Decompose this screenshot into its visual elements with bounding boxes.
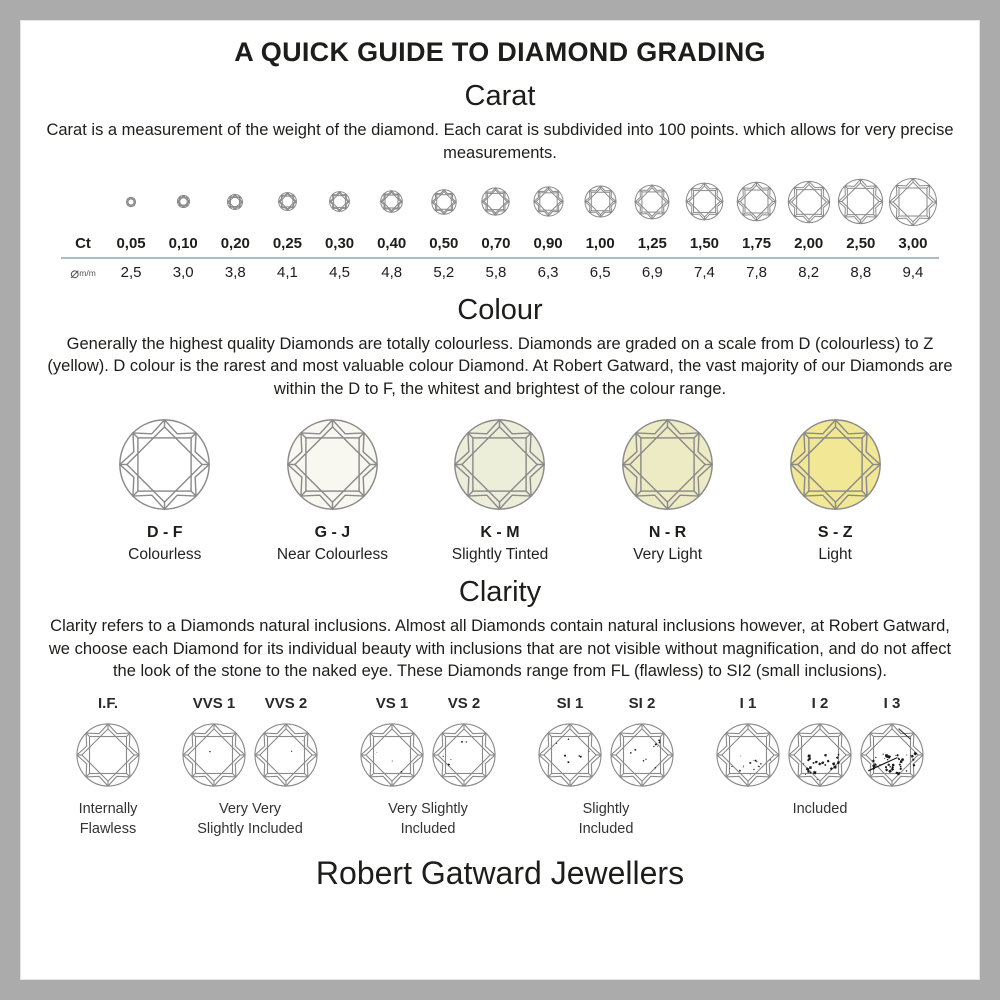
carat-ct-value: 0,20 bbox=[220, 234, 250, 252]
colour-grade-row bbox=[81, 417, 919, 564]
clarity-group-description-line: Slightly Included bbox=[197, 820, 303, 837]
clarity-section bbox=[21, 576, 979, 839]
clarity-diamond-graphic bbox=[537, 722, 603, 788]
clarity-group bbox=[713, 695, 927, 839]
colour-grade-label: Near Colourless bbox=[276, 545, 388, 563]
clarity-group-description-line: Flawless bbox=[79, 820, 137, 837]
clarity-stones bbox=[179, 695, 321, 788]
colour-section bbox=[21, 294, 979, 564]
colour-diamond-graphic bbox=[620, 417, 715, 512]
clarity-grade-label: SI 2 bbox=[628, 695, 656, 713]
carat-mm-value: 4,1 bbox=[277, 264, 298, 282]
carat-diamond-graphic bbox=[533, 186, 564, 217]
colour-diamond-graphic bbox=[285, 417, 380, 512]
clarity-group-description bbox=[79, 800, 138, 839]
clarity-group-description bbox=[579, 800, 634, 839]
clarity-grade-item bbox=[357, 695, 427, 788]
brand-footer: Robert Gatward Jewellers bbox=[315, 855, 685, 892]
carat-diamond bbox=[470, 175, 522, 229]
carat-ct-row bbox=[61, 229, 939, 259]
clarity-group-description-line: Very Slightly bbox=[388, 801, 468, 818]
carat-ct-value: 0,90 bbox=[533, 234, 563, 252]
carat-diamond-graphic bbox=[278, 192, 297, 211]
carat-row-spacer bbox=[61, 175, 105, 229]
clarity-group-description bbox=[388, 800, 468, 839]
colour-grade-item bbox=[751, 417, 919, 564]
carat-diamond-graphic bbox=[787, 180, 831, 224]
colour-grade-item bbox=[249, 417, 417, 564]
clarity-diamond-graphic bbox=[431, 722, 497, 788]
carat-diamond bbox=[887, 175, 939, 229]
carat-ct-value: 0,10 bbox=[168, 234, 198, 252]
clarity-grade-item bbox=[785, 695, 855, 788]
carat-diamond-graphic bbox=[584, 185, 617, 218]
clarity-grade-item bbox=[607, 695, 677, 788]
page bbox=[20, 20, 980, 980]
carat-ct-value: 2,50 bbox=[846, 234, 876, 252]
carat-diamond-row bbox=[61, 175, 939, 229]
clarity-grade-label: VVS 2 bbox=[264, 695, 308, 713]
carat-diamond bbox=[574, 175, 626, 229]
carat-mm-value: 2,5 bbox=[120, 264, 142, 282]
clarity-grade-label: I.F. bbox=[97, 695, 118, 713]
clarity-diamond-graphic bbox=[253, 722, 319, 788]
carat-diamond-graphic bbox=[736, 181, 777, 222]
colour-grade-range: G - J bbox=[314, 523, 351, 541]
carat-diamond bbox=[105, 175, 157, 229]
clarity-grade-item bbox=[713, 695, 783, 788]
clarity-grade-item bbox=[429, 695, 499, 788]
colour-grade-range: K - M bbox=[480, 523, 520, 541]
carat-diameter-label bbox=[61, 264, 105, 282]
carat-mm-value: 6,9 bbox=[641, 264, 663, 282]
colour-grade-label: Slightly Tinted bbox=[451, 545, 549, 563]
carat-ct-value: 1,50 bbox=[689, 234, 720, 252]
carat-diamond bbox=[626, 175, 678, 229]
clarity-group-description-line: Very Very bbox=[218, 801, 282, 818]
carat-mm-value: 6,5 bbox=[589, 264, 611, 282]
clarity-grade-label: I 3 bbox=[883, 695, 901, 713]
clarity-grade-item bbox=[857, 695, 927, 788]
clarity-grade-item bbox=[179, 695, 249, 788]
carat-mm-value: 3,8 bbox=[224, 264, 246, 282]
carat-mm-row bbox=[61, 259, 939, 282]
carat-scale-table bbox=[61, 175, 939, 282]
colour-grade-range: N - R bbox=[648, 523, 687, 541]
carat-mm-value: 9,4 bbox=[902, 264, 924, 282]
carat-mm-value: 7,4 bbox=[694, 264, 715, 282]
carat-mm-value: 5,2 bbox=[433, 264, 455, 282]
carat-ct-value: 0,40 bbox=[377, 234, 407, 252]
clarity-group bbox=[179, 695, 321, 839]
carat-diamond bbox=[731, 175, 783, 229]
clarity-group bbox=[357, 695, 499, 839]
carat-ct-value: 1,00 bbox=[585, 234, 615, 252]
carat-mm-value: 3,0 bbox=[172, 264, 194, 282]
carat-diamond bbox=[366, 175, 418, 229]
carat-ct-value: 2,00 bbox=[794, 234, 824, 252]
carat-diamond bbox=[261, 175, 313, 229]
clarity-diamond-graphic bbox=[715, 722, 781, 788]
colour-grade-label: Very Light bbox=[633, 545, 703, 563]
carat-ct-label: Ct bbox=[75, 234, 91, 252]
carat-ct-value: 1,25 bbox=[637, 234, 667, 252]
clarity-diamond-graphic bbox=[181, 722, 247, 788]
carat-ct-value: 0,05 bbox=[116, 234, 146, 252]
colour-grade-label: Colourless bbox=[128, 545, 202, 563]
clarity-stones bbox=[357, 695, 499, 788]
carat-mm-value: 8,2 bbox=[798, 264, 820, 282]
clarity-diamond-graphic bbox=[75, 722, 141, 788]
clarity-heading: Clarity bbox=[458, 575, 542, 608]
clarity-grade-label: I 2 bbox=[811, 695, 829, 713]
carat-description: Carat is a measurement of the weight of the diamond. Each carat is subdivided into 100 points. which allows for very precise measurements. bbox=[46, 121, 954, 162]
colour-grade-range: S - Z bbox=[817, 523, 853, 541]
carat-ct-value: 0,25 bbox=[272, 234, 303, 252]
clarity-diamond-graphic bbox=[359, 722, 425, 788]
carat-diamond bbox=[418, 175, 470, 229]
carat-diamond-graphic bbox=[481, 187, 510, 216]
carat-ct-value: 0,70 bbox=[481, 234, 511, 252]
carat-diamond-graphic bbox=[177, 195, 190, 208]
clarity-group-description-line: Included bbox=[400, 820, 456, 837]
clarity-group-description-line: Included bbox=[792, 801, 848, 818]
carat-diamond bbox=[678, 175, 730, 229]
carat-diamond bbox=[314, 175, 366, 229]
clarity-diamond-graphic bbox=[609, 722, 675, 788]
carat-diamond-graphic bbox=[888, 177, 938, 227]
diameter-symbol-icon: ⌀ bbox=[70, 264, 80, 282]
colour-grade-range: D - F bbox=[147, 523, 183, 541]
clarity-group-description-line: Internally bbox=[78, 801, 138, 818]
carat-diamond-graphic bbox=[431, 189, 457, 215]
carat-mm-value: 4,8 bbox=[381, 264, 403, 282]
carat-diamond-graphic bbox=[380, 190, 403, 213]
clarity-stones bbox=[73, 695, 143, 788]
clarity-group-description bbox=[793, 800, 848, 820]
colour-grade-item bbox=[584, 417, 752, 564]
colour-diamond-graphic bbox=[788, 417, 883, 512]
carat-mm-value: 7,8 bbox=[746, 264, 767, 282]
clarity-grade-label: VVS 1 bbox=[192, 695, 236, 713]
carat-diamond-graphic bbox=[837, 178, 884, 225]
clarity-group-description bbox=[197, 800, 303, 839]
carat-mm-value: 4,5 bbox=[329, 264, 350, 282]
clarity-group bbox=[535, 695, 677, 839]
carat-diamond-graphic bbox=[126, 197, 136, 207]
clarity-diamond-graphic bbox=[787, 722, 853, 788]
diameter-unit: m/m bbox=[79, 267, 96, 278]
clarity-group bbox=[73, 695, 143, 839]
clarity-diamond-graphic bbox=[859, 722, 925, 788]
carat-mm-value: 6,3 bbox=[537, 264, 559, 282]
clarity-grade-item bbox=[251, 695, 321, 788]
carat-heading: Carat bbox=[464, 80, 536, 112]
carat-diamond bbox=[209, 175, 261, 229]
clarity-description: Clarity refers to a Diamonds natural inclusions. Almost all Diamonds contain natural inclusions however, at Robert Gatward, we choose each Diamond for its individual beauty with inclusions that are not visible without magnification, and do not affect the look of the stone to the naked eye. These Diamonds range from FL (flawless) to SI2 (small inclusions). bbox=[48, 616, 952, 681]
carat-diamond-graphic bbox=[685, 182, 724, 221]
colour-diamond-graphic bbox=[452, 417, 547, 512]
carat-diamond-graphic bbox=[634, 184, 670, 220]
clarity-group-description-line: Included bbox=[578, 820, 634, 837]
carat-diamond-graphic bbox=[227, 194, 243, 210]
clarity-stones bbox=[713, 695, 927, 788]
clarity-stones bbox=[535, 695, 677, 788]
carat-diamond-graphic bbox=[329, 191, 350, 212]
clarity-grade-row bbox=[73, 695, 927, 839]
clarity-grade-label: VS 2 bbox=[447, 695, 481, 713]
page-title: A QUICK GUIDE TO DIAMOND GRADING bbox=[234, 37, 766, 67]
carat-diamond bbox=[522, 175, 574, 229]
colour-heading: Colour bbox=[457, 293, 543, 326]
carat-mm-value: 8,8 bbox=[850, 264, 872, 282]
clarity-grade-label: I 1 bbox=[739, 695, 757, 713]
clarity-grade-label: VS 1 bbox=[375, 695, 409, 713]
carat-diamond bbox=[783, 175, 835, 229]
carat-ct-value: 3,00 bbox=[898, 234, 928, 252]
clarity-group-description-line: Slightly bbox=[582, 801, 630, 818]
clarity-grade-item bbox=[73, 695, 143, 788]
carat-section bbox=[21, 80, 979, 282]
colour-grade-item bbox=[81, 417, 249, 564]
clarity-grade-label: SI 1 bbox=[556, 695, 584, 713]
carat-ct-value: 1,75 bbox=[741, 234, 772, 252]
carat-diamond bbox=[835, 175, 887, 229]
carat-mm-value: 5,8 bbox=[485, 264, 507, 282]
carat-ct-value: 0,30 bbox=[324, 234, 355, 252]
carat-ct-value: 0,50 bbox=[429, 234, 459, 252]
colour-description: Generally the highest quality Diamonds are totally colourless. Diamonds are graded on a scale from D (colourless) to Z (yellow). D colour is the rarest and most valuable colour Diamond. At Robert Gatward, the vast majority of our Diamonds are within the D to F, the whitest and brightest of the colour range. bbox=[47, 334, 953, 399]
carat-diamond bbox=[157, 175, 209, 229]
colour-diamond-graphic bbox=[117, 417, 212, 512]
colour-grade-label: Light bbox=[818, 545, 852, 563]
colour-grade-item bbox=[416, 417, 584, 564]
clarity-grade-item bbox=[535, 695, 605, 788]
